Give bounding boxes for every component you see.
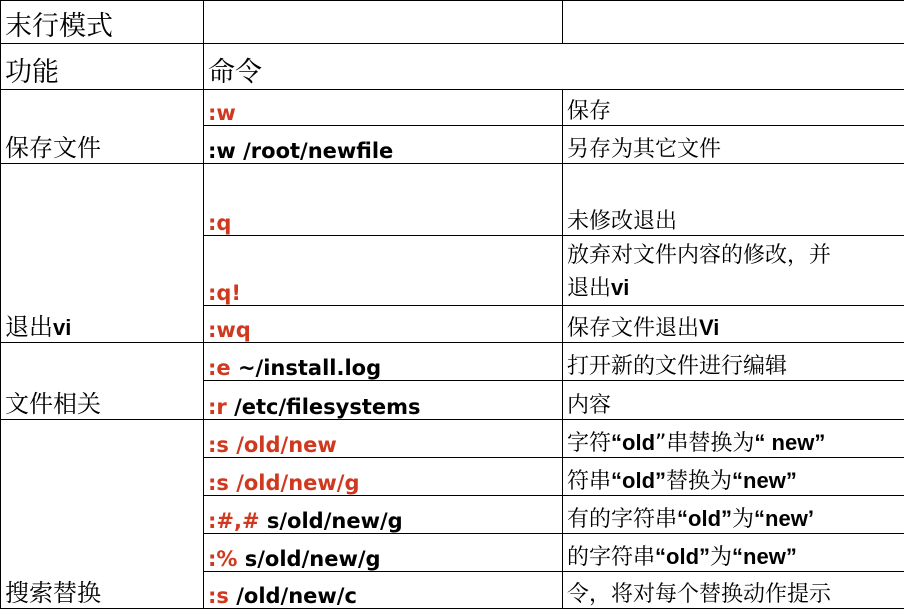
description-cell xyxy=(563,534,904,572)
command-keyword: :e xyxy=(208,356,231,380)
command-cell xyxy=(204,90,563,126)
description-en: “old” xyxy=(611,468,666,493)
header-row xyxy=(1,44,904,90)
command-args: /old/new/c xyxy=(229,584,357,608)
description-en: “ new” xyxy=(754,430,825,455)
command-cell xyxy=(204,164,563,236)
description-cell xyxy=(563,458,904,496)
description-cell: 令，将对每个替换动作提示 xyxy=(563,572,904,609)
command-keyword: :% xyxy=(208,547,237,571)
description-text: 符串 xyxy=(567,469,611,494)
command-keyword: :s /old/new xyxy=(208,433,337,457)
description-en: Vi xyxy=(699,315,719,340)
description-en: vi xyxy=(611,275,629,300)
category-file: 文件相关 xyxy=(1,343,204,420)
description-text: 替换为 xyxy=(666,469,732,494)
command-args: /etc/filesystems xyxy=(227,395,421,419)
command-keyword: :s xyxy=(208,584,229,608)
command-args: ~/install.log xyxy=(231,356,381,380)
command-keyword: :r xyxy=(208,395,227,419)
description-cell xyxy=(563,496,904,534)
description-cell: 打开新的文件进行编辑 xyxy=(563,343,904,381)
command-args: s/old/new/g xyxy=(260,509,403,533)
command-keyword: :wq xyxy=(208,318,251,342)
command-cell xyxy=(204,420,563,458)
description-cell: 保存 xyxy=(563,90,904,126)
command-cell xyxy=(204,458,563,496)
description-line xyxy=(567,272,900,305)
description-line: 放弃对文件内容的修改，并 xyxy=(567,240,900,272)
description-cell xyxy=(563,236,904,306)
description-en: “old” xyxy=(677,506,732,531)
description-cell: 内容 xyxy=(563,381,904,420)
description-cell: 未修改退出 xyxy=(563,164,904,236)
command-cell xyxy=(204,381,563,420)
description-text: 为 xyxy=(710,545,732,570)
description-text: 有的字符串 xyxy=(567,507,677,532)
description-text: 的字符串 xyxy=(567,545,655,570)
command-keyword: :q! xyxy=(208,281,241,305)
command-args: s/old/new/g xyxy=(237,547,380,571)
command-cell xyxy=(204,236,563,306)
command-cell xyxy=(204,496,563,534)
header-function: 功能 xyxy=(1,44,204,90)
title-row xyxy=(1,1,904,44)
category-quit-en: vi xyxy=(53,315,71,340)
description-en: “new” xyxy=(732,544,797,569)
category-save: 保存文件 xyxy=(1,90,204,164)
header-command: 命令 xyxy=(204,44,904,90)
description-cell xyxy=(563,420,904,458)
command-keyword: :w xyxy=(208,101,236,125)
command-keyword: :s /old/new/g xyxy=(208,471,360,495)
description-cell: 另存为其它文件 xyxy=(563,126,904,164)
empty-cell xyxy=(563,1,904,44)
description-text: 为 xyxy=(732,507,754,532)
command-cell xyxy=(204,572,563,609)
empty-cell xyxy=(204,1,563,44)
command-cell xyxy=(204,534,563,572)
category-quit-cn: 退出 xyxy=(5,313,53,341)
description-en: “new” xyxy=(732,468,797,493)
command-keyword: :q xyxy=(208,211,231,235)
description-text: 保存文件退出 xyxy=(567,316,699,341)
description-en: “old xyxy=(611,430,655,455)
table-row xyxy=(1,90,904,126)
description-text: ”串替换为 xyxy=(655,431,754,456)
table-row xyxy=(1,164,904,236)
category-quit xyxy=(1,164,204,343)
table-row xyxy=(1,420,904,458)
description-text: 字符 xyxy=(567,431,611,456)
category-search: 搜索替换 xyxy=(1,420,204,609)
command-cell xyxy=(204,343,563,381)
table-row xyxy=(1,343,904,381)
description-en: “old” xyxy=(655,544,710,569)
description-cell xyxy=(563,306,904,343)
description-en: “new’ xyxy=(754,506,814,531)
command-cell xyxy=(204,306,563,343)
description-text: 退出 xyxy=(567,276,611,301)
command-cell: :w /root/newfile xyxy=(204,126,563,164)
command-keyword: :#,# xyxy=(208,509,260,533)
table-title: 末行模式 xyxy=(1,1,204,44)
